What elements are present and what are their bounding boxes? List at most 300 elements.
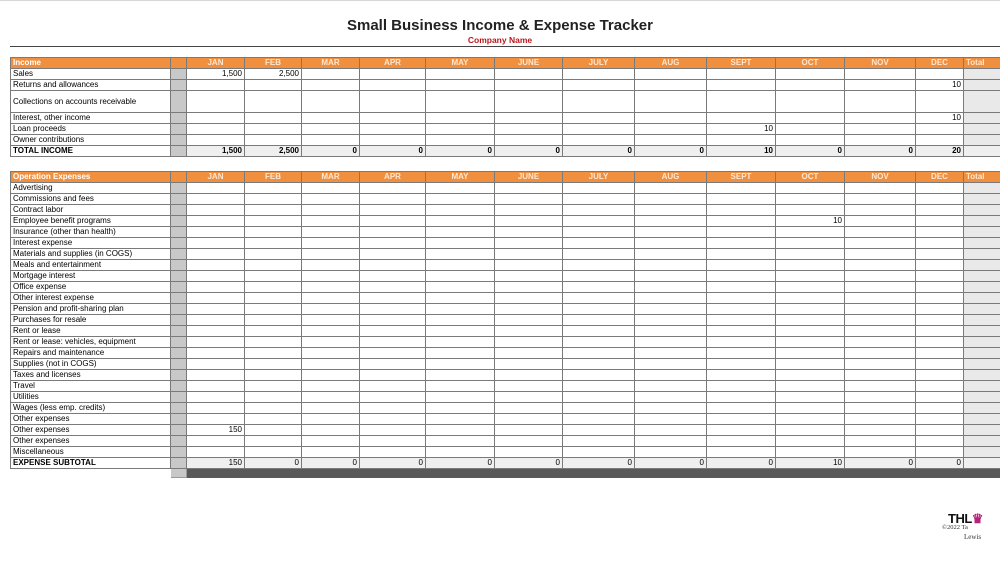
value-cell-may[interactable]	[426, 436, 495, 447]
value-cell-oct[interactable]	[776, 348, 845, 359]
value-cell-sept[interactable]	[707, 337, 776, 348]
value-cell-july[interactable]	[563, 271, 635, 282]
value-cell-oct[interactable]	[776, 315, 845, 326]
value-cell-oct[interactable]	[776, 91, 845, 113]
value-cell-july[interactable]	[563, 359, 635, 370]
value-cell-apr[interactable]	[360, 194, 426, 205]
value-cell-july[interactable]	[563, 282, 635, 293]
value-cell-july[interactable]	[563, 135, 635, 146]
value-cell-feb[interactable]	[245, 370, 302, 381]
value-cell-dec[interactable]	[916, 337, 964, 348]
value-cell-oct[interactable]	[776, 447, 845, 458]
value-cell-aug[interactable]	[635, 80, 707, 91]
value-cell-may[interactable]	[426, 260, 495, 271]
value-cell-july[interactable]	[563, 205, 635, 216]
value-cell-oct[interactable]	[776, 183, 845, 194]
value-cell-feb[interactable]	[245, 194, 302, 205]
value-cell-mar[interactable]	[302, 315, 360, 326]
value-cell-nov[interactable]	[845, 326, 916, 337]
value-cell-jan[interactable]	[187, 414, 245, 425]
value-cell-july[interactable]	[563, 326, 635, 337]
value-cell-jan[interactable]	[187, 337, 245, 348]
value-cell-feb[interactable]	[245, 304, 302, 315]
value-cell-apr[interactable]	[360, 326, 426, 337]
value-cell-oct[interactable]	[776, 260, 845, 271]
value-cell-apr[interactable]	[360, 135, 426, 146]
value-cell-may[interactable]	[426, 69, 495, 80]
value-cell-oct[interactable]: 10	[776, 216, 845, 227]
value-cell-feb[interactable]	[245, 271, 302, 282]
value-cell-dec[interactable]	[916, 315, 964, 326]
value-cell-mar[interactable]	[302, 337, 360, 348]
value-cell-oct[interactable]	[776, 282, 845, 293]
value-cell-sept[interactable]	[707, 282, 776, 293]
value-cell-jan[interactable]	[187, 135, 245, 146]
value-cell-aug[interactable]	[635, 447, 707, 458]
value-cell-may[interactable]	[426, 194, 495, 205]
value-cell-july[interactable]	[563, 304, 635, 315]
value-cell-sept[interactable]	[707, 80, 776, 91]
value-cell-jan[interactable]	[187, 293, 245, 304]
value-cell-sept[interactable]	[707, 315, 776, 326]
value-cell-sept[interactable]	[707, 113, 776, 124]
value-cell-july[interactable]	[563, 447, 635, 458]
value-cell-may[interactable]	[426, 113, 495, 124]
value-cell-mar[interactable]	[302, 124, 360, 135]
value-cell-may[interactable]	[426, 315, 495, 326]
value-cell-dec[interactable]	[916, 238, 964, 249]
value-cell-july[interactable]	[563, 392, 635, 403]
value-cell-sept[interactable]	[707, 227, 776, 238]
value-cell-dec[interactable]: 10	[916, 80, 964, 91]
value-cell-feb[interactable]	[245, 359, 302, 370]
value-cell-jan[interactable]	[187, 304, 245, 315]
value-cell-jan[interactable]	[187, 370, 245, 381]
value-cell-sept[interactable]	[707, 326, 776, 337]
value-cell-feb[interactable]	[245, 238, 302, 249]
value-cell-june[interactable]	[495, 326, 563, 337]
value-cell-dec[interactable]	[916, 183, 964, 194]
value-cell-feb[interactable]	[245, 425, 302, 436]
value-cell-may[interactable]	[426, 216, 495, 227]
value-cell-dec[interactable]	[916, 135, 964, 146]
value-cell-sept[interactable]	[707, 348, 776, 359]
value-cell-aug[interactable]	[635, 414, 707, 425]
value-cell-sept[interactable]	[707, 392, 776, 403]
value-cell-may[interactable]	[426, 359, 495, 370]
value-cell-june[interactable]	[495, 183, 563, 194]
value-cell-jan[interactable]	[187, 194, 245, 205]
value-cell-dec[interactable]	[916, 348, 964, 359]
value-cell-dec[interactable]	[916, 326, 964, 337]
value-cell-aug[interactable]	[635, 315, 707, 326]
value-cell-july[interactable]	[563, 183, 635, 194]
value-cell-may[interactable]	[426, 370, 495, 381]
value-cell-june[interactable]	[495, 436, 563, 447]
value-cell-feb[interactable]	[245, 183, 302, 194]
value-cell-oct[interactable]	[776, 370, 845, 381]
value-cell-feb[interactable]	[245, 315, 302, 326]
value-cell-dec[interactable]	[916, 282, 964, 293]
value-cell-july[interactable]	[563, 91, 635, 113]
value-cell-aug[interactable]	[635, 425, 707, 436]
value-cell-may[interactable]	[426, 348, 495, 359]
value-cell-jan[interactable]	[187, 436, 245, 447]
value-cell-june[interactable]	[495, 403, 563, 414]
value-cell-may[interactable]	[426, 271, 495, 282]
value-cell-may[interactable]	[426, 249, 495, 260]
value-cell-sept[interactable]	[707, 293, 776, 304]
value-cell-mar[interactable]	[302, 260, 360, 271]
value-cell-oct[interactable]	[776, 238, 845, 249]
value-cell-apr[interactable]	[360, 447, 426, 458]
value-cell-aug[interactable]	[635, 69, 707, 80]
value-cell-nov[interactable]	[845, 337, 916, 348]
value-cell-mar[interactable]	[302, 183, 360, 194]
value-cell-nov[interactable]	[845, 425, 916, 436]
value-cell-aug[interactable]	[635, 326, 707, 337]
value-cell-oct[interactable]	[776, 293, 845, 304]
value-cell-apr[interactable]	[360, 315, 426, 326]
value-cell-jan[interactable]	[187, 348, 245, 359]
value-cell-feb[interactable]	[245, 337, 302, 348]
value-cell-jan[interactable]	[187, 113, 245, 124]
value-cell-oct[interactable]	[776, 425, 845, 436]
value-cell-may[interactable]	[426, 326, 495, 337]
value-cell-jan[interactable]: 150	[187, 425, 245, 436]
value-cell-may[interactable]	[426, 381, 495, 392]
value-cell-mar[interactable]	[302, 113, 360, 124]
value-cell-june[interactable]	[495, 304, 563, 315]
value-cell-dec[interactable]: 10	[916, 113, 964, 124]
value-cell-nov[interactable]	[845, 403, 916, 414]
value-cell-sept[interactable]	[707, 414, 776, 425]
value-cell-nov[interactable]	[845, 359, 916, 370]
value-cell-sept[interactable]	[707, 425, 776, 436]
value-cell-june[interactable]	[495, 381, 563, 392]
value-cell-mar[interactable]	[302, 271, 360, 282]
value-cell-dec[interactable]	[916, 249, 964, 260]
value-cell-apr[interactable]	[360, 293, 426, 304]
value-cell-june[interactable]	[495, 392, 563, 403]
value-cell-oct[interactable]	[776, 227, 845, 238]
value-cell-sept[interactable]	[707, 194, 776, 205]
value-cell-nov[interactable]	[845, 447, 916, 458]
value-cell-oct[interactable]	[776, 205, 845, 216]
value-cell-june[interactable]	[495, 447, 563, 458]
value-cell-jan[interactable]	[187, 260, 245, 271]
value-cell-jan[interactable]	[187, 80, 245, 91]
value-cell-aug[interactable]	[635, 238, 707, 249]
value-cell-may[interactable]	[426, 293, 495, 304]
value-cell-may[interactable]	[426, 124, 495, 135]
value-cell-apr[interactable]	[360, 271, 426, 282]
value-cell-nov[interactable]	[845, 282, 916, 293]
value-cell-nov[interactable]	[845, 293, 916, 304]
value-cell-may[interactable]	[426, 304, 495, 315]
value-cell-july[interactable]	[563, 337, 635, 348]
value-cell-apr[interactable]	[360, 392, 426, 403]
value-cell-nov[interactable]	[845, 381, 916, 392]
value-cell-oct[interactable]	[776, 124, 845, 135]
value-cell-oct[interactable]	[776, 403, 845, 414]
value-cell-dec[interactable]	[916, 260, 964, 271]
value-cell-june[interactable]	[495, 113, 563, 124]
value-cell-june[interactable]	[495, 69, 563, 80]
value-cell-june[interactable]	[495, 425, 563, 436]
value-cell-nov[interactable]	[845, 69, 916, 80]
value-cell-mar[interactable]	[302, 69, 360, 80]
value-cell-feb[interactable]	[245, 282, 302, 293]
value-cell-feb[interactable]	[245, 91, 302, 113]
value-cell-july[interactable]	[563, 238, 635, 249]
value-cell-june[interactable]	[495, 370, 563, 381]
value-cell-feb[interactable]	[245, 124, 302, 135]
value-cell-sept[interactable]: 10	[707, 124, 776, 135]
value-cell-mar[interactable]	[302, 326, 360, 337]
value-cell-oct[interactable]	[776, 69, 845, 80]
value-cell-jan[interactable]	[187, 359, 245, 370]
value-cell-dec[interactable]	[916, 91, 964, 113]
value-cell-dec[interactable]	[916, 205, 964, 216]
value-cell-aug[interactable]	[635, 113, 707, 124]
value-cell-sept[interactable]	[707, 205, 776, 216]
value-cell-feb[interactable]	[245, 135, 302, 146]
value-cell-july[interactable]	[563, 113, 635, 124]
value-cell-sept[interactable]	[707, 249, 776, 260]
value-cell-july[interactable]	[563, 425, 635, 436]
value-cell-aug[interactable]	[635, 392, 707, 403]
value-cell-jan[interactable]	[187, 216, 245, 227]
value-cell-july[interactable]	[563, 293, 635, 304]
value-cell-mar[interactable]	[302, 205, 360, 216]
value-cell-apr[interactable]	[360, 249, 426, 260]
value-cell-feb[interactable]	[245, 326, 302, 337]
value-cell-mar[interactable]	[302, 414, 360, 425]
value-cell-sept[interactable]	[707, 260, 776, 271]
value-cell-jan[interactable]	[187, 249, 245, 260]
value-cell-mar[interactable]	[302, 436, 360, 447]
value-cell-dec[interactable]	[916, 414, 964, 425]
value-cell-sept[interactable]	[707, 238, 776, 249]
value-cell-mar[interactable]	[302, 135, 360, 146]
value-cell-aug[interactable]	[635, 304, 707, 315]
value-cell-aug[interactable]	[635, 271, 707, 282]
value-cell-nov[interactable]	[845, 205, 916, 216]
value-cell-nov[interactable]	[845, 304, 916, 315]
value-cell-nov[interactable]	[845, 216, 916, 227]
value-cell-may[interactable]	[426, 91, 495, 113]
value-cell-dec[interactable]	[916, 293, 964, 304]
value-cell-mar[interactable]	[302, 216, 360, 227]
value-cell-nov[interactable]	[845, 124, 916, 135]
value-cell-jan[interactable]	[187, 271, 245, 282]
value-cell-july[interactable]	[563, 69, 635, 80]
value-cell-aug[interactable]	[635, 260, 707, 271]
value-cell-apr[interactable]	[360, 69, 426, 80]
value-cell-sept[interactable]	[707, 403, 776, 414]
value-cell-aug[interactable]	[635, 135, 707, 146]
value-cell-nov[interactable]	[845, 238, 916, 249]
value-cell-jan[interactable]	[187, 227, 245, 238]
value-cell-july[interactable]	[563, 80, 635, 91]
value-cell-apr[interactable]	[360, 91, 426, 113]
value-cell-jan[interactable]	[187, 124, 245, 135]
value-cell-nov[interactable]	[845, 348, 916, 359]
value-cell-mar[interactable]	[302, 348, 360, 359]
value-cell-apr[interactable]	[360, 260, 426, 271]
value-cell-aug[interactable]	[635, 337, 707, 348]
value-cell-dec[interactable]	[916, 194, 964, 205]
value-cell-feb[interactable]	[245, 414, 302, 425]
value-cell-oct[interactable]	[776, 135, 845, 146]
value-cell-nov[interactable]	[845, 392, 916, 403]
value-cell-may[interactable]	[426, 414, 495, 425]
value-cell-june[interactable]	[495, 238, 563, 249]
value-cell-dec[interactable]	[916, 227, 964, 238]
value-cell-july[interactable]	[563, 315, 635, 326]
value-cell-oct[interactable]	[776, 436, 845, 447]
value-cell-jan[interactable]	[187, 205, 245, 216]
value-cell-aug[interactable]	[635, 216, 707, 227]
value-cell-aug[interactable]	[635, 359, 707, 370]
value-cell-nov[interactable]	[845, 227, 916, 238]
value-cell-aug[interactable]	[635, 403, 707, 414]
value-cell-june[interactable]	[495, 205, 563, 216]
value-cell-sept[interactable]	[707, 370, 776, 381]
value-cell-nov[interactable]	[845, 370, 916, 381]
value-cell-aug[interactable]	[635, 91, 707, 113]
value-cell-aug[interactable]	[635, 227, 707, 238]
value-cell-jan[interactable]: 1,500	[187, 69, 245, 80]
value-cell-feb[interactable]	[245, 113, 302, 124]
value-cell-oct[interactable]	[776, 337, 845, 348]
value-cell-apr[interactable]	[360, 359, 426, 370]
value-cell-feb[interactable]	[245, 260, 302, 271]
value-cell-mar[interactable]	[302, 80, 360, 91]
value-cell-sept[interactable]	[707, 436, 776, 447]
value-cell-jan[interactable]	[187, 238, 245, 249]
value-cell-june[interactable]	[495, 337, 563, 348]
value-cell-dec[interactable]	[916, 271, 964, 282]
value-cell-july[interactable]	[563, 370, 635, 381]
value-cell-apr[interactable]	[360, 348, 426, 359]
value-cell-sept[interactable]	[707, 271, 776, 282]
value-cell-feb[interactable]	[245, 80, 302, 91]
value-cell-apr[interactable]	[360, 425, 426, 436]
value-cell-mar[interactable]	[302, 425, 360, 436]
value-cell-nov[interactable]	[845, 414, 916, 425]
value-cell-jan[interactable]	[187, 91, 245, 113]
value-cell-feb[interactable]	[245, 205, 302, 216]
value-cell-dec[interactable]	[916, 436, 964, 447]
value-cell-may[interactable]	[426, 282, 495, 293]
value-cell-dec[interactable]	[916, 392, 964, 403]
value-cell-mar[interactable]	[302, 249, 360, 260]
value-cell-oct[interactable]	[776, 80, 845, 91]
value-cell-june[interactable]	[495, 293, 563, 304]
value-cell-june[interactable]	[495, 414, 563, 425]
value-cell-apr[interactable]	[360, 227, 426, 238]
value-cell-july[interactable]	[563, 260, 635, 271]
value-cell-dec[interactable]	[916, 381, 964, 392]
value-cell-feb[interactable]	[245, 216, 302, 227]
value-cell-june[interactable]	[495, 359, 563, 370]
value-cell-july[interactable]	[563, 381, 635, 392]
value-cell-july[interactable]	[563, 227, 635, 238]
value-cell-aug[interactable]	[635, 436, 707, 447]
value-cell-aug[interactable]	[635, 183, 707, 194]
value-cell-jan[interactable]	[187, 183, 245, 194]
value-cell-apr[interactable]	[360, 304, 426, 315]
value-cell-may[interactable]	[426, 135, 495, 146]
value-cell-june[interactable]	[495, 260, 563, 271]
value-cell-apr[interactable]	[360, 124, 426, 135]
value-cell-july[interactable]	[563, 414, 635, 425]
value-cell-dec[interactable]	[916, 304, 964, 315]
value-cell-dec[interactable]	[916, 216, 964, 227]
value-cell-june[interactable]	[495, 91, 563, 113]
value-cell-oct[interactable]	[776, 271, 845, 282]
value-cell-july[interactable]	[563, 436, 635, 447]
value-cell-june[interactable]	[495, 227, 563, 238]
value-cell-mar[interactable]	[302, 194, 360, 205]
value-cell-may[interactable]	[426, 80, 495, 91]
value-cell-nov[interactable]	[845, 271, 916, 282]
value-cell-june[interactable]	[495, 216, 563, 227]
value-cell-mar[interactable]	[302, 238, 360, 249]
value-cell-sept[interactable]	[707, 447, 776, 458]
value-cell-feb[interactable]: 2,500	[245, 69, 302, 80]
value-cell-apr[interactable]	[360, 205, 426, 216]
value-cell-may[interactable]	[426, 238, 495, 249]
value-cell-nov[interactable]	[845, 260, 916, 271]
value-cell-mar[interactable]	[302, 392, 360, 403]
value-cell-june[interactable]	[495, 282, 563, 293]
value-cell-apr[interactable]	[360, 216, 426, 227]
value-cell-sept[interactable]	[707, 183, 776, 194]
value-cell-jan[interactable]	[187, 282, 245, 293]
value-cell-may[interactable]	[426, 392, 495, 403]
value-cell-sept[interactable]	[707, 135, 776, 146]
value-cell-jan[interactable]	[187, 392, 245, 403]
value-cell-oct[interactable]	[776, 381, 845, 392]
value-cell-oct[interactable]	[776, 326, 845, 337]
value-cell-nov[interactable]	[845, 436, 916, 447]
value-cell-mar[interactable]	[302, 227, 360, 238]
value-cell-nov[interactable]	[845, 135, 916, 146]
value-cell-jan[interactable]	[187, 315, 245, 326]
value-cell-july[interactable]	[563, 194, 635, 205]
value-cell-nov[interactable]	[845, 91, 916, 113]
value-cell-apr[interactable]	[360, 370, 426, 381]
value-cell-may[interactable]	[426, 425, 495, 436]
value-cell-aug[interactable]	[635, 205, 707, 216]
value-cell-aug[interactable]	[635, 194, 707, 205]
value-cell-may[interactable]	[426, 337, 495, 348]
value-cell-mar[interactable]	[302, 282, 360, 293]
value-cell-feb[interactable]	[245, 392, 302, 403]
value-cell-apr[interactable]	[360, 414, 426, 425]
value-cell-july[interactable]	[563, 216, 635, 227]
value-cell-nov[interactable]	[845, 80, 916, 91]
value-cell-feb[interactable]	[245, 227, 302, 238]
value-cell-dec[interactable]	[916, 370, 964, 381]
value-cell-june[interactable]	[495, 80, 563, 91]
value-cell-apr[interactable]	[360, 238, 426, 249]
value-cell-mar[interactable]	[302, 293, 360, 304]
value-cell-sept[interactable]	[707, 216, 776, 227]
